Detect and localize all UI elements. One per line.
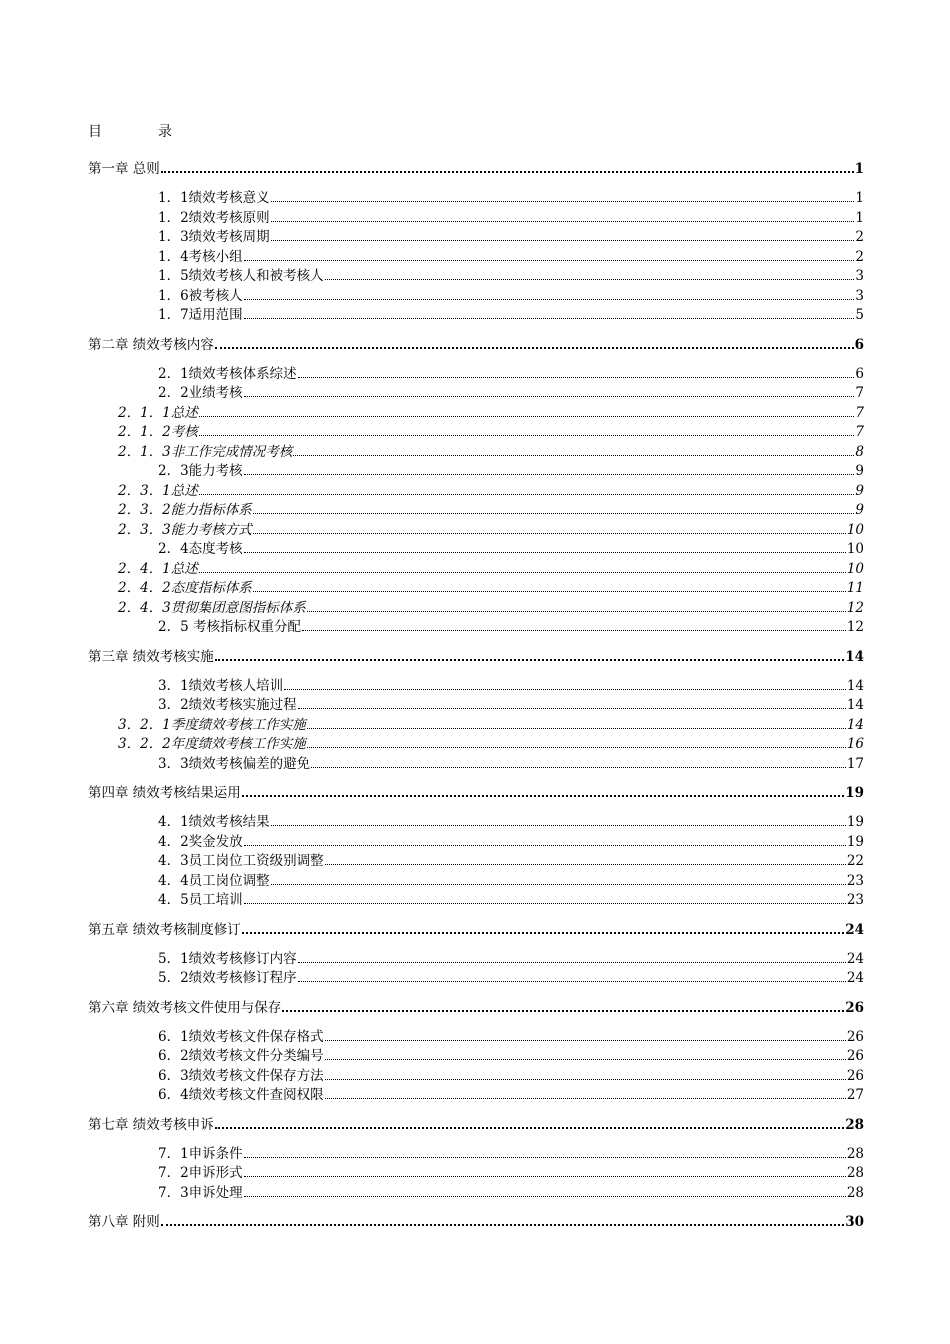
toc-entry-section[interactable] — [158, 459, 864, 479]
dot-leader — [215, 659, 844, 661]
toc-entry-label: 6．1绩效考核文件保存格式 — [158, 1028, 324, 1045]
toc-entry-page-number: 12 — [846, 619, 864, 635]
dot-leader — [215, 1127, 844, 1129]
toc-entry-label: 第三章 绩效考核实施 — [88, 648, 214, 665]
toc-entry-section[interactable] — [158, 1025, 864, 1045]
toc-entry-page-number: 26 — [845, 999, 864, 1016]
toc-entry-section[interactable] — [158, 1142, 864, 1162]
toc-entry-page-number: 7 — [855, 404, 864, 421]
toc-entry-label: 1．7适用范围 — [158, 307, 243, 323]
toc-entry-chapter[interactable] — [88, 333, 864, 353]
toc-entry-section[interactable] — [158, 1083, 864, 1103]
toc-entry-label: 1．4考核小组 — [158, 248, 243, 265]
toc-entry-page-number: 6 — [855, 365, 864, 382]
toc-title-part2: 录 — [158, 124, 172, 140]
toc-entry-page-number: 14 — [846, 677, 864, 694]
toc-entry-page-number: 19 — [846, 814, 864, 830]
toc-entry-label: 4．2奖金发放 — [158, 833, 243, 850]
toc-entry-label: 第七章 绩效考核申诉 — [88, 1116, 214, 1133]
toc-entry-label: 4．1绩效考核结果 — [158, 814, 270, 830]
toc-entry-label: 6．4绩效考核文件查阅权限 — [158, 1087, 324, 1103]
dot-leader — [244, 318, 855, 319]
toc-entry-page-number: 23 — [846, 892, 864, 908]
dot-leader — [199, 435, 855, 436]
toc-entry-page-number: 19 — [845, 785, 864, 801]
toc-entry-page-number: 10 — [846, 521, 864, 538]
toc-entry-label: 1．5绩效考核人和被考核人 — [158, 268, 324, 284]
toc-entry-section[interactable] — [158, 810, 864, 830]
toc-entry-label: 2．4．2态度指标体系 — [118, 580, 252, 596]
toc-entry-subsection[interactable] — [118, 498, 864, 518]
dot-leader — [161, 1224, 844, 1226]
toc-entry-label: 2．3．3能力考核方式 — [118, 521, 252, 538]
dot-leader — [271, 825, 846, 826]
toc-entry-page-number: 27 — [846, 1087, 864, 1103]
toc-entry-page-number: 28 — [846, 1145, 864, 1162]
toc-entry-page-number: 6 — [854, 336, 864, 353]
toc-entry-page-number: 5 — [855, 307, 864, 323]
toc-entry-section[interactable] — [158, 693, 864, 713]
toc-entry-label: 5．1绩效考核修订内容 — [158, 950, 297, 967]
dot-leader — [244, 299, 855, 300]
toc-entry-page-number: 26 — [846, 1028, 864, 1045]
toc-entry-section[interactable] — [158, 206, 864, 226]
dot-leader — [244, 552, 846, 553]
toc-entry-subsection[interactable] — [118, 518, 864, 538]
dot-leader — [199, 494, 855, 495]
dot-leader — [298, 981, 846, 982]
toc-entry-page-number: 1 — [854, 161, 864, 177]
toc-entry-page-number: 3 — [855, 287, 864, 304]
toc-entry-section[interactable] — [158, 264, 864, 284]
toc-entry-section[interactable] — [158, 947, 864, 967]
toc-entry-label: 2．1．2考核 — [118, 424, 198, 440]
dot-leader — [284, 689, 846, 690]
dot-leader — [253, 513, 855, 514]
toc-entry-page-number: 9 — [855, 502, 864, 518]
dot-leader — [199, 572, 846, 573]
toc-entry-page-number: 14 — [846, 697, 864, 713]
toc-entry-section[interactable] — [158, 888, 864, 908]
toc-entry-label: 第二章 绩效考核内容 — [88, 336, 214, 353]
dot-leader — [298, 377, 855, 378]
toc-entry-page-number: 16 — [846, 736, 864, 752]
dot-leader — [161, 171, 854, 173]
toc-entry-label: 3．2．1季度绩效考核工作实施 — [118, 716, 306, 733]
toc-entry-label: 第一章 总则 — [88, 161, 160, 177]
toc-entry-label: 2．3．2能力指标体系 — [118, 502, 252, 518]
toc-entry-page-number: 14 — [846, 716, 864, 733]
dot-leader — [325, 1098, 846, 1099]
dot-leader — [293, 455, 854, 456]
toc-entry-section[interactable] — [158, 381, 864, 401]
toc-entry-chapter[interactable] — [88, 996, 864, 1016]
toc-entry-label: 7．3申诉处理 — [158, 1184, 243, 1201]
toc-entry-chapter[interactable] — [88, 918, 864, 938]
dot-leader — [271, 884, 846, 885]
toc-entry-subsection[interactable] — [118, 557, 864, 577]
dot-leader — [307, 728, 846, 729]
toc-entry-label: 6．3绩效考核文件保存方法 — [158, 1067, 324, 1084]
toc-entry-page-number: 7 — [855, 385, 864, 401]
toc-entry-label: 3．2．2年度绩效考核工作实施 — [118, 736, 306, 752]
dot-leader — [325, 279, 855, 280]
toc-entry-label: 3．3绩效考核偏差的避免 — [158, 755, 311, 772]
dot-leader — [298, 708, 846, 709]
toc-entry-page-number: 28 — [846, 1184, 864, 1201]
dot-leader — [325, 1059, 846, 1060]
toc-entry-section[interactable] — [158, 752, 864, 772]
toc-entry-page-number: 1 — [855, 209, 864, 226]
toc-entry-page-number: 11 — [846, 580, 864, 596]
dot-leader — [298, 962, 846, 963]
toc-entry-label: 3．1绩效考核人培训 — [158, 677, 284, 694]
toc-entry-section[interactable] — [158, 615, 864, 635]
dot-leader — [302, 630, 846, 631]
toc-entry-page-number: 22 — [846, 853, 864, 869]
toc-entry-label: 2．5 考核指标权重分配 — [158, 619, 301, 635]
toc-entry-page-number: 1 — [855, 190, 864, 206]
toc-entry-label: 7．1申诉条件 — [158, 1145, 243, 1162]
toc-entry-page-number: 10 — [846, 560, 864, 577]
dot-leader — [271, 221, 855, 222]
toc-entry-subsection[interactable] — [118, 576, 864, 596]
toc-title-part1: 目 — [88, 124, 102, 140]
toc-entry-subsection[interactable] — [118, 596, 864, 616]
toc-entry-page-number: 2 — [855, 248, 864, 265]
dot-leader — [271, 240, 855, 241]
toc-entry-page-number: 9 — [855, 463, 864, 479]
toc-entry-page-number: 2 — [855, 229, 864, 245]
dot-leader — [282, 1010, 844, 1012]
dot-leader — [244, 474, 855, 475]
dot-leader — [325, 1040, 846, 1041]
toc-entry-subsection[interactable] — [118, 732, 864, 752]
toc-entry-section[interactable] — [158, 362, 864, 382]
toc-entry-section[interactable] — [158, 1044, 864, 1064]
dot-leader — [244, 845, 846, 846]
toc-entry-section[interactable] — [158, 966, 864, 986]
toc-entry-page-number: 8 — [855, 443, 864, 460]
toc-entry-section[interactable] — [158, 303, 864, 323]
dot-leader — [244, 260, 855, 261]
toc-entry-section[interactable] — [158, 1181, 864, 1201]
toc-entry-label: 2．4．3贯彻集团意图指标体系 — [118, 599, 306, 616]
toc-entry-label: 第六章 绩效考核文件使用与保存 — [88, 999, 282, 1016]
toc-entry-page-number: 17 — [846, 755, 864, 772]
dot-leader — [199, 416, 855, 417]
toc-entry-page-number: 24 — [846, 970, 864, 986]
dot-leader — [311, 767, 846, 768]
toc-entry-label: 6．2绩效考核文件分类编号 — [158, 1048, 324, 1064]
toc-entry-section[interactable] — [158, 1064, 864, 1084]
toc-entry-section[interactable] — [158, 537, 864, 557]
toc-entry-label: 4．3员工岗位工资级别调整 — [158, 853, 324, 869]
dot-leader — [325, 1079, 846, 1080]
toc-entry-page-number: 3 — [855, 268, 864, 284]
dot-leader — [242, 795, 844, 797]
toc-entry-label: 2．3能力考核 — [158, 463, 243, 479]
toc-entry-page-number: 12 — [846, 599, 864, 616]
dot-leader — [244, 903, 846, 904]
toc-entry-label: 第八章 附则 — [88, 1214, 160, 1230]
toc-entry-chapter[interactable] — [88, 157, 864, 177]
toc-entry-label: 4．5员工培训 — [158, 892, 243, 908]
toc-entry-section[interactable] — [158, 849, 864, 869]
toc-entry-label: 第四章 绩效考核结果运用 — [88, 785, 241, 801]
toc-entry-chapter[interactable] — [88, 781, 864, 801]
toc-entry-label: 1．3绩效考核周期 — [158, 229, 270, 245]
toc-entry-page-number: 9 — [855, 482, 864, 499]
dot-leader — [307, 611, 846, 612]
dot-leader — [253, 533, 846, 534]
toc-entry-chapter[interactable] — [88, 1210, 864, 1230]
toc-entry-subsection[interactable] — [118, 401, 864, 421]
toc-entry-label: 1．6被考核人 — [158, 287, 243, 304]
toc-entry-section[interactable] — [158, 225, 864, 245]
toc-entry-page-number: 14 — [845, 648, 864, 665]
toc-entry-subsection[interactable] — [118, 479, 864, 499]
toc-entry-label: 第五章 绩效考核制度修订 — [88, 921, 241, 938]
toc-entry-section[interactable] — [158, 869, 864, 889]
toc-entry-page-number: 26 — [846, 1067, 864, 1084]
dot-leader — [271, 201, 855, 202]
toc-entry-label: 3．2绩效考核实施过程 — [158, 697, 297, 713]
toc-entry-label: 1．2绩效考核原则 — [158, 209, 270, 226]
toc-entry-page-number: 28 — [846, 1165, 864, 1181]
toc-entry-section[interactable] — [158, 245, 864, 265]
dot-leader — [253, 591, 846, 592]
dot-leader — [244, 1157, 846, 1158]
toc-entry-section[interactable] — [158, 284, 864, 304]
toc-entry-page-number: 23 — [846, 872, 864, 889]
toc-entry-label: 2．1．1总述 — [118, 404, 198, 421]
toc-entry-label: 2．4．1总述 — [118, 560, 198, 577]
toc-entry-label: 7．2申诉形式 — [158, 1165, 243, 1181]
toc-entry-label: 2．3．1总述 — [118, 482, 198, 499]
dot-leader — [244, 1196, 846, 1197]
dot-leader — [215, 347, 854, 349]
toc-entry-subsection[interactable] — [118, 440, 864, 460]
toc-entry-label: 1．1绩效考核意义 — [158, 190, 270, 206]
toc-entry-label: 5．2绩效考核修订程序 — [158, 970, 297, 986]
toc-entry-subsection[interactable] — [118, 713, 864, 733]
toc-entry-section[interactable] — [158, 186, 864, 206]
toc-entry-section[interactable] — [158, 1161, 864, 1181]
toc-entry-page-number: 24 — [846, 950, 864, 967]
toc-entry-section[interactable] — [158, 674, 864, 694]
toc-title — [88, 121, 172, 141]
toc-entry-page-number: 7 — [855, 424, 864, 440]
toc-entry-section[interactable] — [158, 830, 864, 850]
toc-entry-label: 2．4态度考核 — [158, 541, 243, 557]
toc-entry-subsection[interactable] — [118, 420, 864, 440]
toc-entry-label: 2．1绩效考核体系综述 — [158, 365, 297, 382]
toc-entry-page-number: 24 — [845, 921, 864, 938]
toc-entry-page-number: 30 — [845, 1214, 864, 1230]
toc-entry-label: 2．2业绩考核 — [158, 385, 243, 401]
toc-entry-label: 2．1．3非工作完成情况考核 — [118, 443, 293, 460]
dot-leader — [307, 747, 846, 748]
toc-entry-page-number: 28 — [845, 1116, 864, 1133]
dot-leader — [244, 1176, 846, 1177]
dot-leader — [325, 864, 846, 865]
toc-entry-chapter[interactable] — [88, 1113, 864, 1133]
toc-entry-page-number: 10 — [846, 541, 864, 557]
toc-entry-chapter[interactable] — [88, 645, 864, 665]
dot-leader — [242, 932, 844, 934]
dot-leader — [244, 396, 855, 397]
toc-entry-page-number: 19 — [846, 833, 864, 850]
toc-entry-label: 4．4员工岗位调整 — [158, 872, 270, 889]
toc-entry-page-number: 26 — [846, 1048, 864, 1064]
